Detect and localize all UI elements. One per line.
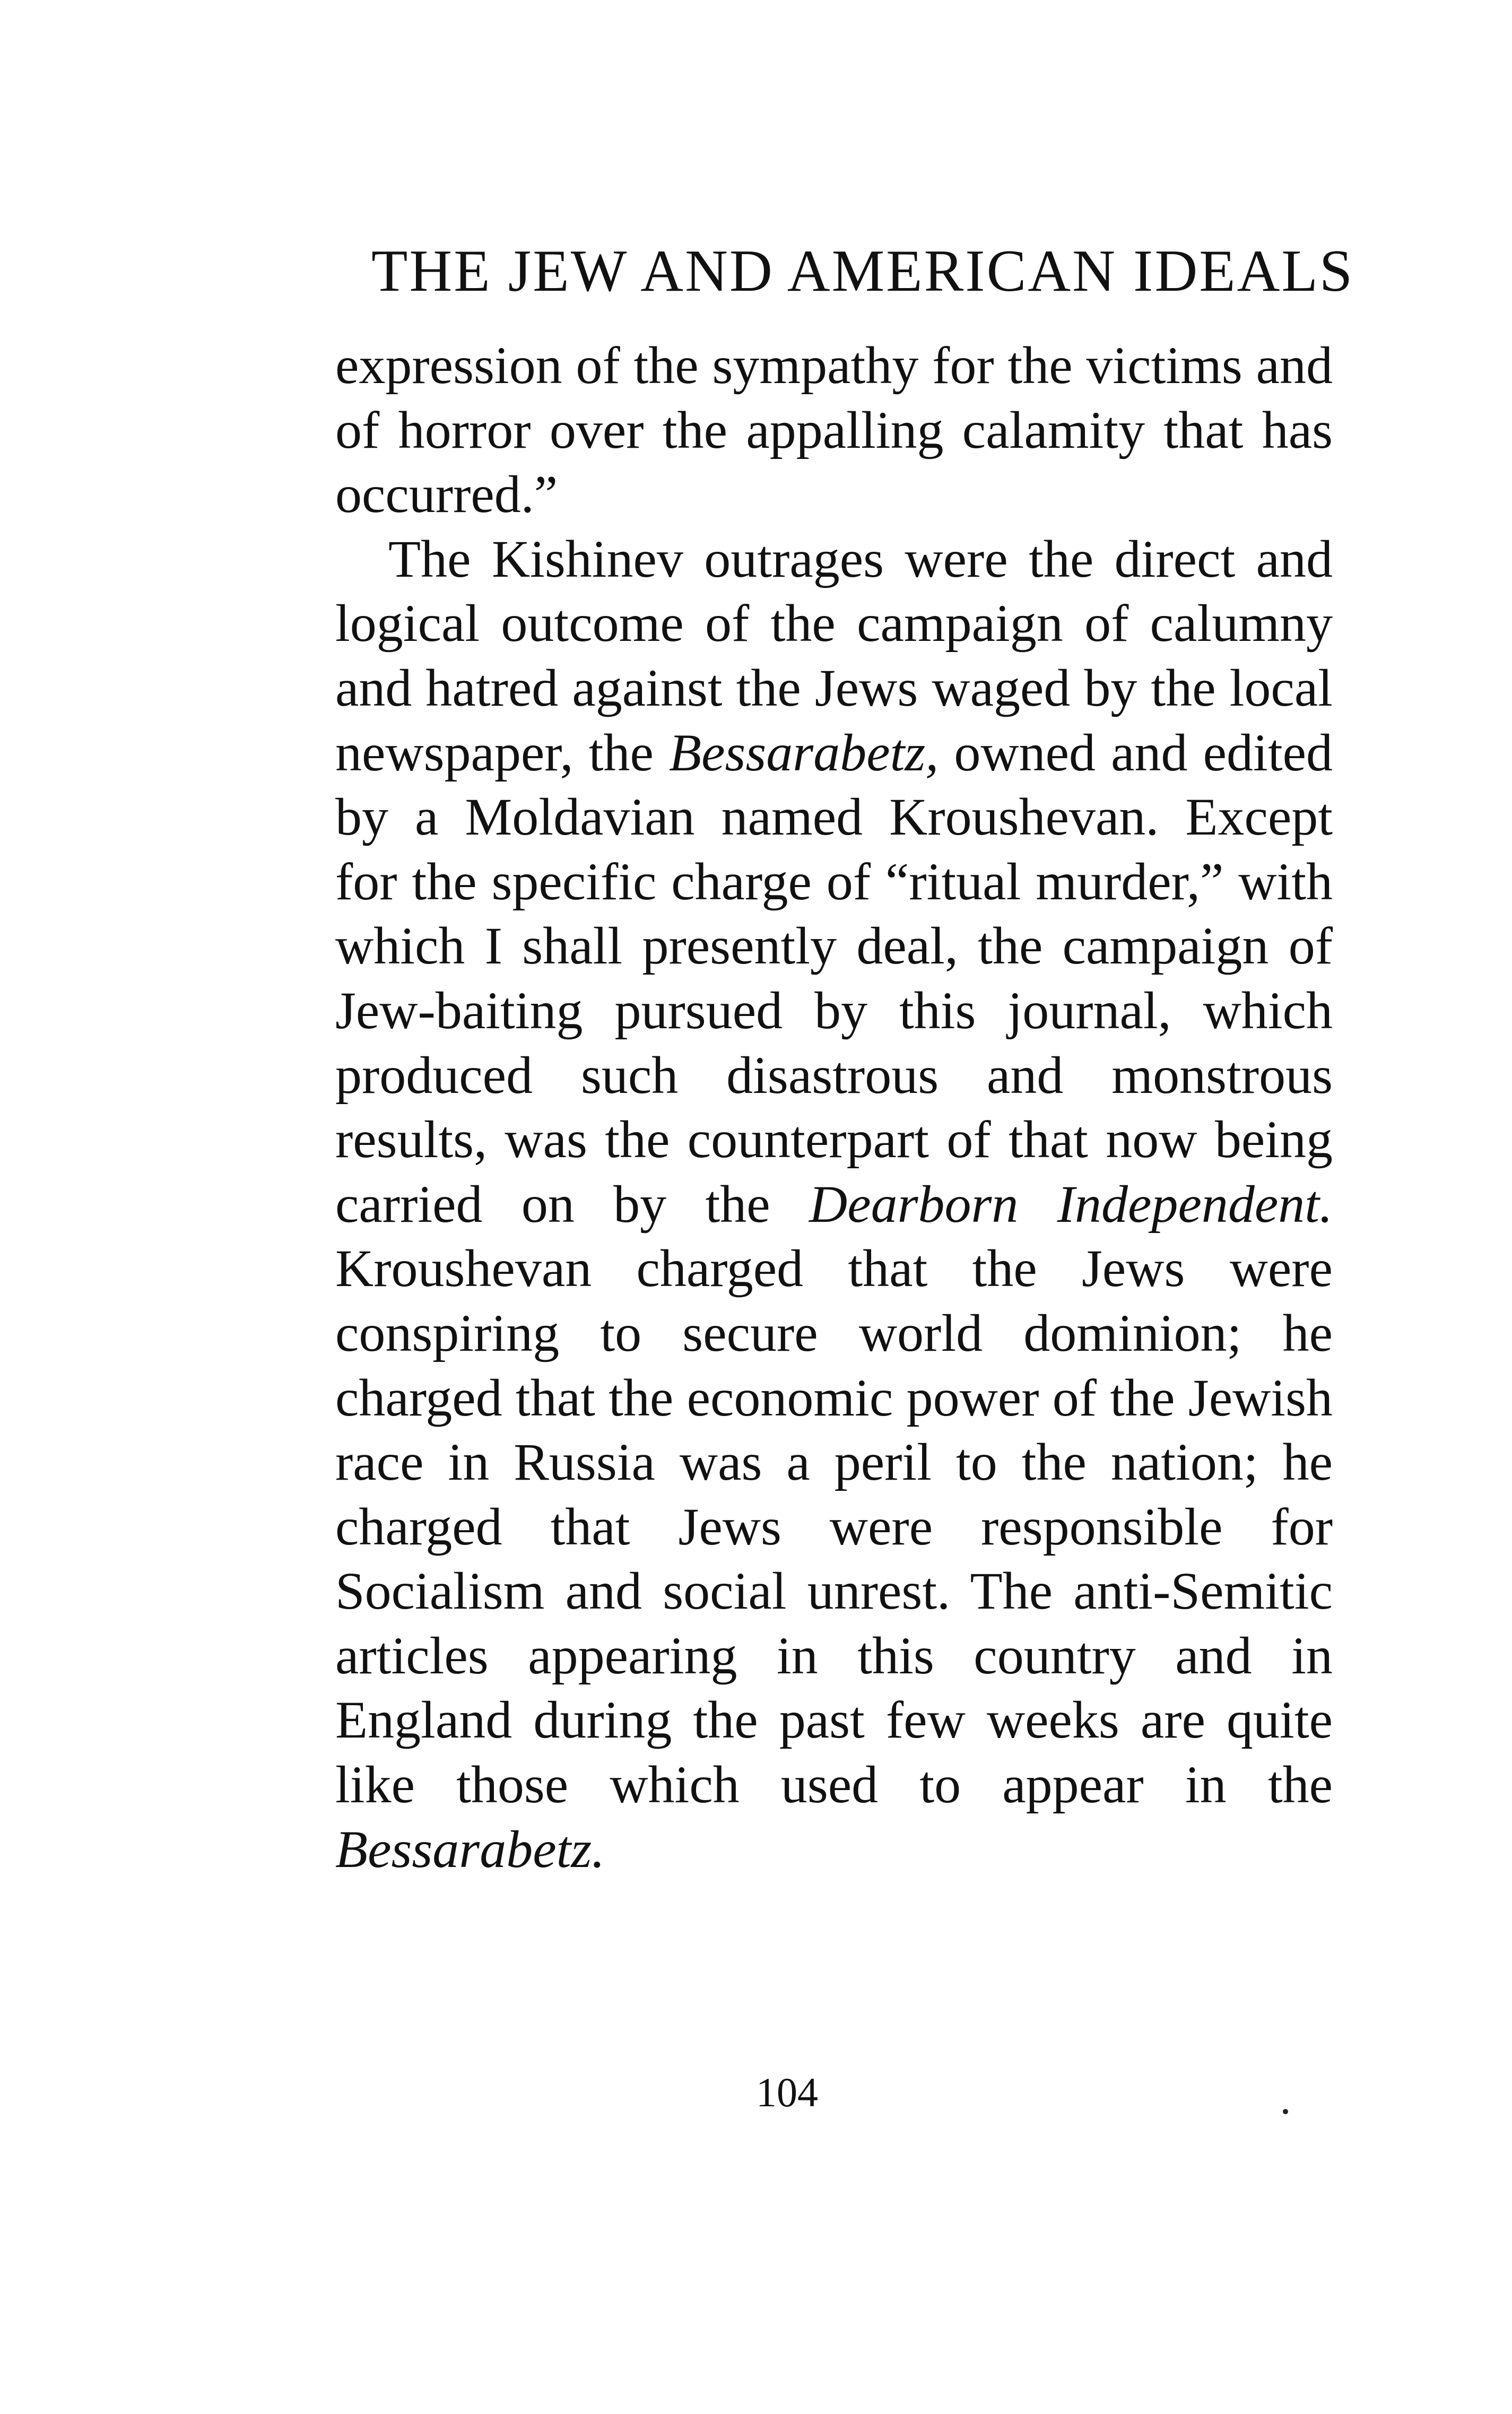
newspaper-title: Bessarabetz. bbox=[335, 1819, 605, 1879]
body-text bbox=[335, 333, 1333, 1881]
ink-speck bbox=[1283, 2109, 1288, 2114]
text-segment: Kroushevan charged that the Jews were conspiring to secure world dominion; he charged that the economic power of the Jewish race in Russia was a peril to the nation; he charged that Jews were responsible for Socialism and social unrest. The anti-Semitic articles appearing in this country and in England during the past few weeks are quite like those which used to appear in the bbox=[335, 1239, 1333, 1814]
text-segment: owned and edited by a Moldavian named Kroushevan. Except for the specific charge of “ritual murder,” with which I shall presently deal, the campaign of Jew-baiting pursued by this journal, which produced such disastrous and monstrous results, was the counterpart of that now being carried on by the bbox=[335, 723, 1333, 1234]
paragraph-kishinev bbox=[335, 527, 1333, 1881]
running-title: THE JEW AND AMERICAN IDEALS bbox=[371, 238, 1354, 304]
newspaper-title: Bessarabetz, bbox=[669, 723, 939, 782]
paragraph-continuation: expression of the sympathy for the victims and of horror over the appalling calamity that has occurred.” bbox=[335, 336, 1333, 524]
newspaper-title: Dearborn Independent. bbox=[809, 1174, 1333, 1234]
page-number: 104 bbox=[756, 2069, 818, 2115]
text-segment: The Kishinev outrages were the direct and logical outcome of the campaign of calumny and hatred against the Jews waged by the local newspaper, the bbox=[335, 529, 1333, 782]
